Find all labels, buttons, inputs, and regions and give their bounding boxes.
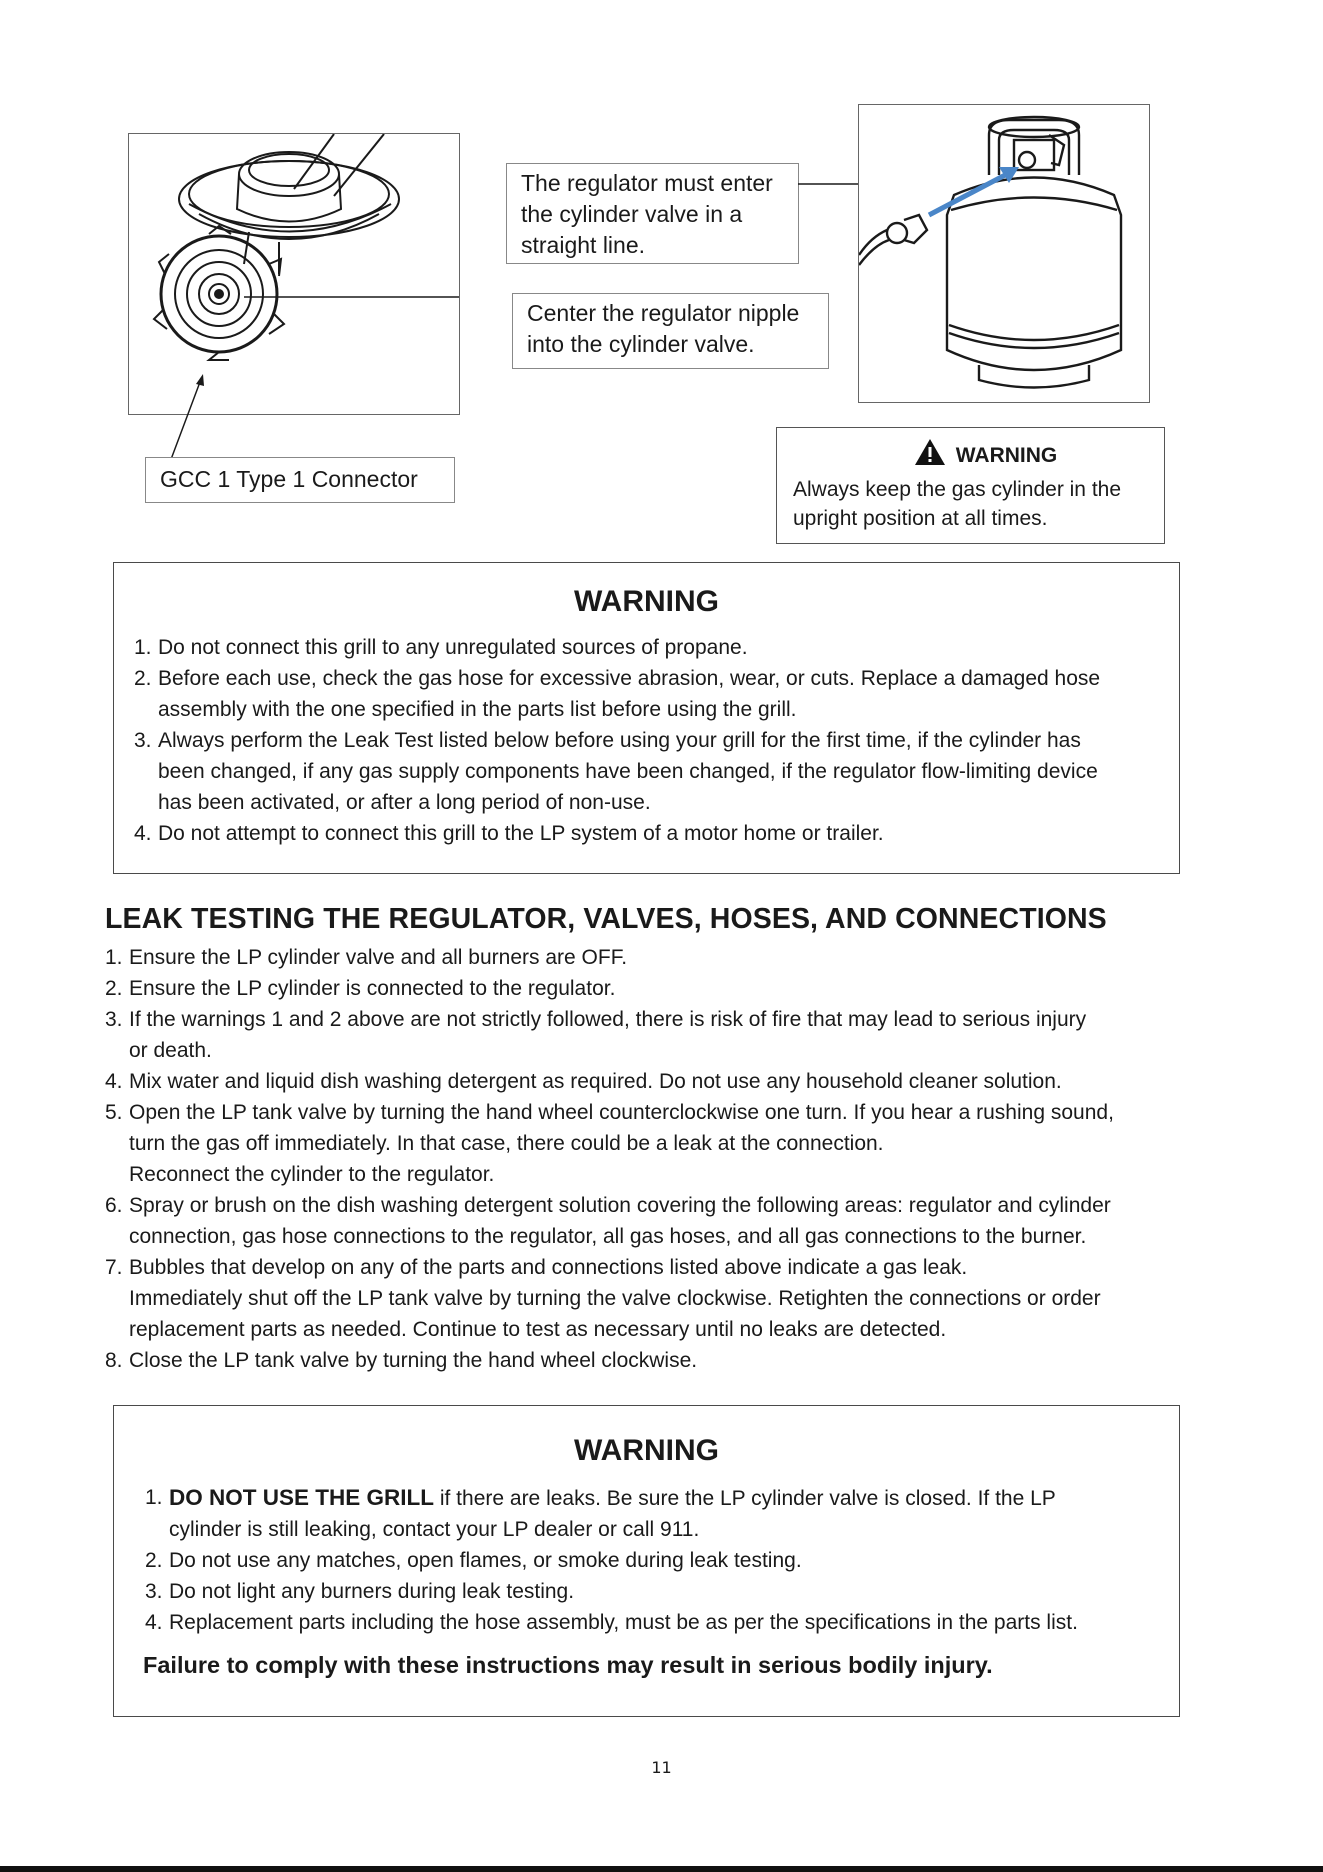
warning-box-2 <box>113 1405 1180 1717</box>
do-not-use-grill-emphasis: DO NOT USE THE GRILL <box>169 1485 435 1510</box>
callout-center-line-1: Center the regulator nipple <box>527 300 800 326</box>
upright-warning-title: WARNING <box>955 444 1058 467</box>
page-number: 11 <box>651 1758 672 1777</box>
leak-test-step: 6. Spray or brush on the dish washing detergent solution covering the following areas: regulator and cylinder connection, gas hose connections to the regulator, all gas hoses, and all gas connections to the burner. <box>105 1194 1111 1248</box>
warning-1-item: 1. Do not connect this grill to any unregulated sources of propane. <box>134 636 748 659</box>
warning-1-item: 3. Always perform the Leak Test listed below before using your grill for the first time, if the cylinder has been changed, if any gas supply components have been changed, if the regulator flow-limiting device has been activated, or after a long period of non-use. <box>134 729 1098 814</box>
leak-test-step: 5. Open the LP tank valve by turning the hand wheel counterclockwise one turn. If you hear a rushing sound, turn the gas off immediately. In that case, there could be a leak at the connection. Reconnect the cylinder to the regulator. <box>105 1101 1114 1186</box>
leak-test-step: 3. If the warnings 1 and 2 above are not strictly followed, there is risk of fire that may lead to serious injury or death. <box>105 1008 1087 1062</box>
upright-warning-line-1: Always keep the gas cylinder in the <box>793 478 1122 501</box>
leak-test-step: 4. Mix water and liquid dish washing detergent as required. Do not use any household cleaner solution. <box>105 1070 1062 1093</box>
warning-1-item: 2. Before each use, check the gas hose for excessive abrasion, wear, or cuts. Replace a damaged hose assembly with the one specified in the parts list before using the grill. <box>134 667 1101 721</box>
upright-warning-heading <box>823 438 1148 475</box>
cylinder-drawing <box>859 105 1149 402</box>
leak-test-step: 8. Close the LP tank valve by turning the hand wheel clockwise. <box>105 1349 698 1372</box>
warning-2-title: WARNING <box>574 1434 719 1467</box>
leak-test-step: 2. Ensure the LP cylinder is connected to the regulator. <box>105 977 616 1000</box>
warning-2-item: 4. Replacement parts including the hose assembly, must be as per the specifications in the parts list. <box>145 1611 1078 1634</box>
bottom-border <box>0 1866 1323 1872</box>
warning-2-footer: Failure to comply with these instructions may result in serious bodily injury. <box>143 1652 993 1678</box>
callout-straight-line-2: the cylinder valve in a <box>521 201 743 227</box>
warning-2-item: 3. Do not light any burners during leak testing. <box>145 1580 575 1603</box>
callout-straight-line <box>506 163 799 264</box>
callout-center-nipple <box>512 293 829 369</box>
connector-label <box>145 457 455 503</box>
warning-1-item: 4. Do not attempt to connect this grill to the LP system of a motor home or trailer. <box>134 822 884 845</box>
leak-test-step: 7. Bubbles that develop on any of the parts and connections listed above indicate a gas leak. Immediately shut off the LP tank valve by turning the valve clockwise. Retighten the connections or order replacement parts as needed. Continue to test as necessary until no leaks are detected. <box>105 1256 1101 1341</box>
warning-triangle-icon <box>914 438 946 475</box>
leak-testing-heading: LEAK TESTING THE REGULATOR, VALVES, HOSES, AND CONNECTIONS <box>105 903 1107 935</box>
connector-leader-line <box>160 370 220 470</box>
warning-1-title: WARNING <box>574 585 719 618</box>
warning-2-list <box>145 1482 1175 1638</box>
leak-test-step: 1. Ensure the LP cylinder valve and all burners are OFF. <box>105 946 628 969</box>
warning-2-item: 1. DO NOT USE THE GRILL if there are leaks. Be sure the LP cylinder valve is closed. If the LP cylinder is still leaking, contact your LP dealer or call 911. <box>145 1485 1056 1541</box>
leak-testing-list <box>105 942 1305 1376</box>
cylinder-illustration <box>858 104 1150 403</box>
upright-warning-box <box>776 427 1165 544</box>
callout-straight-line-3: straight line. <box>521 232 646 258</box>
warning-1-list <box>134 632 1174 849</box>
warning-box-1 <box>113 562 1180 874</box>
connector-label-text: GCC 1 Type 1 Connector <box>160 466 418 492</box>
callout-straight-line-1: The regulator must enter <box>521 170 773 196</box>
callout-center-line-2: into the cylinder valve. <box>527 331 755 357</box>
upright-warning-line-2: upright position at all times. <box>793 507 1048 530</box>
warning-2-item: 2. Do not use any matches, open flames, or smoke during leak testing. <box>145 1549 802 1572</box>
